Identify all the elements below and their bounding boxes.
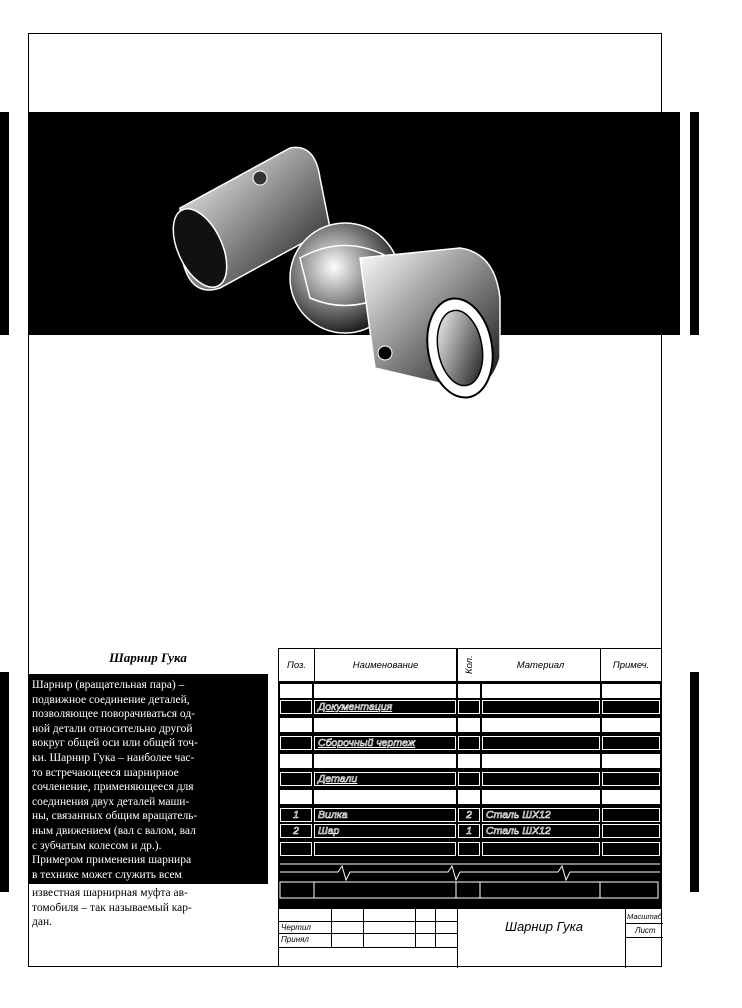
right-edge-bar-top bbox=[690, 112, 699, 335]
article-line: ны, связанных общим вращатель- bbox=[32, 810, 198, 823]
table-row bbox=[280, 736, 660, 750]
article-line: Примером применения шарнира bbox=[32, 854, 192, 867]
break-lines bbox=[278, 858, 662, 908]
section-assembly-drawing: Сборочный чертеж bbox=[318, 737, 416, 749]
scale-label: Масштаб bbox=[627, 912, 663, 921]
header-name: Наименование bbox=[315, 649, 457, 681]
article-line: Шарнир (вращательная пара) – bbox=[32, 679, 185, 691]
drawing-title: Шарнир Гука bbox=[504, 919, 584, 934]
table-row bbox=[280, 808, 660, 822]
table-row bbox=[280, 718, 660, 732]
article-tail bbox=[32, 886, 264, 930]
left-edge-bar-top bbox=[0, 112, 9, 335]
article-line: ки. Шарнир Гука – наиболее час- bbox=[32, 751, 195, 764]
table-row bbox=[280, 790, 660, 804]
article-line: известная шарнирная муфта ав- bbox=[32, 887, 188, 899]
article-line: дан. bbox=[32, 916, 52, 929]
spec-body bbox=[278, 682, 662, 908]
sheet-label: Лист bbox=[635, 926, 656, 935]
article-line: сочленение, применяющееся для bbox=[32, 781, 194, 794]
table-row bbox=[280, 700, 660, 714]
article-line: вокруг общей оси или общей точ- bbox=[32, 737, 198, 750]
table-row bbox=[280, 772, 660, 786]
article-line: ным движением (вал с валом, вал bbox=[32, 824, 196, 837]
table-row bbox=[280, 684, 660, 698]
section-documentation: Документация bbox=[318, 701, 393, 713]
item-pos: 2 bbox=[280, 824, 312, 838]
header-material: Материал bbox=[481, 649, 601, 681]
hooke-joint-drawing bbox=[160, 138, 520, 418]
header-note: Примеч. bbox=[612, 659, 650, 671]
article-line: соединения двух деталей маши- bbox=[32, 795, 190, 808]
item-name: Шар bbox=[314, 824, 456, 838]
article-line: то встречающееся шарнирное bbox=[32, 766, 179, 779]
item-qty: 2 bbox=[458, 808, 480, 822]
table-row bbox=[280, 754, 660, 768]
item-qty: 1 bbox=[458, 824, 480, 838]
header-qty: Кол. bbox=[457, 649, 481, 681]
specification-table bbox=[278, 648, 662, 908]
section-parts: Детали bbox=[318, 773, 358, 785]
article-line: позволяющее поворачиваться од- bbox=[32, 708, 196, 721]
article-line: ной детали относительно другой bbox=[32, 722, 193, 735]
right-yoke bbox=[360, 248, 500, 403]
item-name: Вилка bbox=[314, 808, 456, 822]
item-material: Сталь ШХ12 bbox=[482, 824, 600, 838]
title-block bbox=[278, 908, 662, 967]
header-pos: Поз. bbox=[279, 649, 315, 681]
spec-header bbox=[278, 648, 662, 682]
drawn-label: Чертил bbox=[281, 923, 311, 932]
article-line: в технике может служить всем bbox=[32, 868, 182, 881]
article-line: томобиля – так называемый кар- bbox=[32, 901, 192, 914]
article-line: с зубчатым колесом и др.). bbox=[32, 839, 162, 852]
article-title: Шарнир Гука bbox=[109, 650, 187, 665]
table-row bbox=[280, 842, 660, 856]
article-line: подвижное соединение деталей, bbox=[32, 693, 190, 706]
table-row bbox=[280, 824, 660, 838]
accepted-label: Принял bbox=[281, 935, 309, 944]
right-edge-bar-bottom bbox=[690, 672, 699, 892]
item-pos: 1 bbox=[280, 808, 312, 822]
left-edge-bar-bottom bbox=[0, 672, 9, 892]
article-text bbox=[32, 678, 264, 882]
item-material: Сталь ШХ12 bbox=[482, 808, 600, 822]
